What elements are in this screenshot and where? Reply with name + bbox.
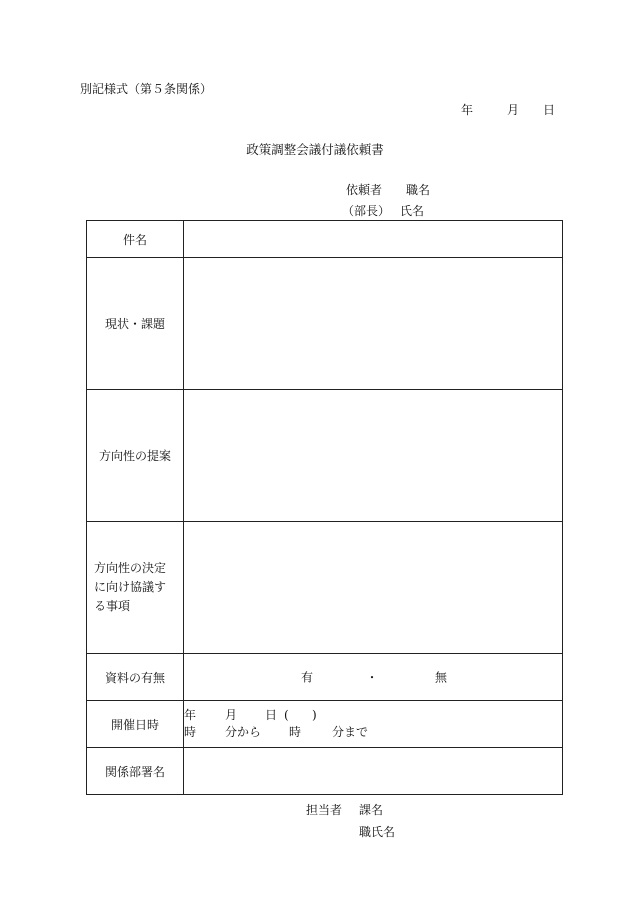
subject-label: 件名 xyxy=(87,221,184,258)
dt-start-hour: 時 xyxy=(184,725,197,739)
dt-start-minute: 分から xyxy=(225,725,262,739)
datetime-line-2 xyxy=(184,724,562,741)
form-id: 別記様式（第５条関係） xyxy=(80,82,213,96)
dt-paren-close: ) xyxy=(312,708,317,722)
date-year-label: 年 xyxy=(461,103,474,117)
row-subject xyxy=(87,221,563,258)
row-decision xyxy=(87,522,563,654)
proposal-label: 方向性の提案 xyxy=(87,390,184,522)
contact-name-field: 職氏名 xyxy=(359,825,396,839)
decision-label-line-3: る事項 xyxy=(94,599,131,613)
departments-label: 関係部署名 xyxy=(87,748,184,795)
dt-month: 月 xyxy=(225,708,238,722)
materials-label: 資料の有無 xyxy=(87,654,184,701)
contact-line-1 xyxy=(306,801,383,818)
dt-paren-open: ( xyxy=(284,708,289,722)
subject-field[interactable] xyxy=(184,221,563,258)
datetime-field[interactable] xyxy=(184,701,563,748)
row-proposal xyxy=(87,390,563,522)
materials-yes-option[interactable]: 有 xyxy=(301,670,314,685)
status-label: 現状・課題 xyxy=(87,258,184,390)
requester-title-field: 職名 xyxy=(406,183,431,197)
decision-field[interactable] xyxy=(184,522,563,654)
requester-name-field: 氏名 xyxy=(400,204,425,218)
row-status xyxy=(87,258,563,390)
row-datetime xyxy=(87,701,563,748)
materials-separator: ・ xyxy=(366,670,379,685)
date-line xyxy=(461,101,555,118)
request-form-table xyxy=(86,220,563,795)
contact-section-field: 課名 xyxy=(359,803,384,817)
materials-field xyxy=(184,654,563,701)
date-month-label: 月 xyxy=(507,103,520,117)
departments-field[interactable] xyxy=(184,748,563,795)
proposal-field[interactable] xyxy=(184,390,563,522)
contact-line-2 xyxy=(359,823,395,840)
dt-year: 年 xyxy=(184,708,197,722)
decision-label-line-1: 方向性の決定 xyxy=(94,561,167,575)
requester-label: 依頼者 xyxy=(346,183,383,197)
materials-no-option[interactable]: 無 xyxy=(435,670,448,685)
dt-day: 日 xyxy=(265,708,278,722)
dt-end-hour: 時 xyxy=(289,725,302,739)
datetime-line-1 xyxy=(184,707,562,724)
dt-end-minute: 分まで xyxy=(332,725,369,739)
row-departments xyxy=(87,748,563,795)
requester-line-2 xyxy=(342,202,424,219)
document-title: 政策調整会議付議依頼書 xyxy=(246,142,384,157)
datetime-label: 開催日時 xyxy=(87,701,184,748)
contact-label: 担当者 xyxy=(306,803,343,817)
row-materials xyxy=(87,654,563,701)
status-field[interactable] xyxy=(184,258,563,390)
requester-role-label: （部長） xyxy=(342,204,391,218)
requester-line-1 xyxy=(346,181,430,198)
date-day-label: 日 xyxy=(543,103,556,117)
decision-label xyxy=(87,522,184,654)
decision-label-line-2: に向け協議す xyxy=(94,580,167,594)
